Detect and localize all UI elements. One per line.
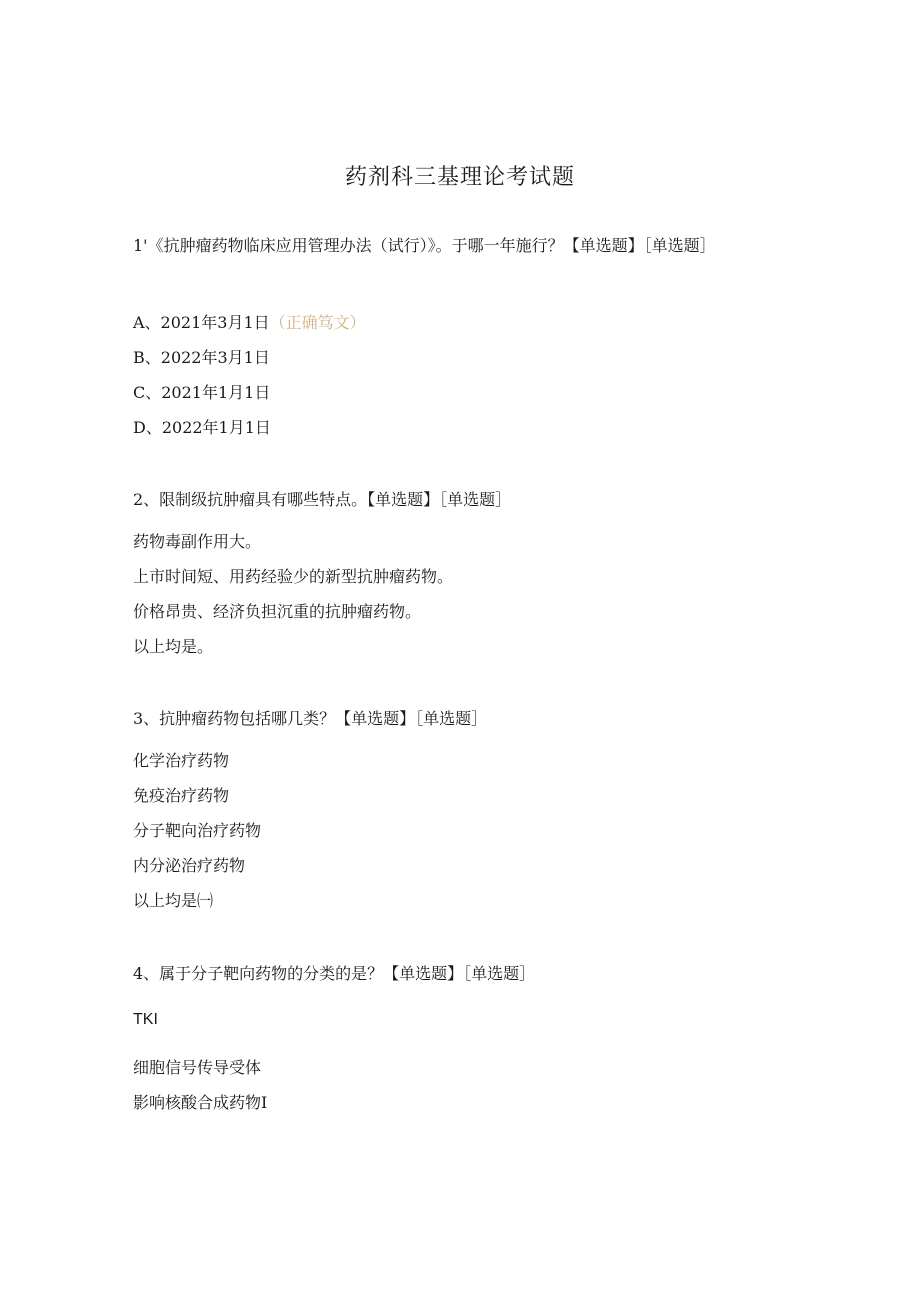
question-4-stem: 4、属于分子靶向药物的分类的是？【单选题】［单选题］: [133, 964, 536, 983]
question-3-option-2: 免疫治疗药物: [133, 786, 230, 805]
question-3-option-1: 化学治疗药物: [133, 751, 230, 770]
question-3-option-5: 以上均是㈠: [133, 891, 214, 910]
question-4-option-1: TKI: [133, 1011, 158, 1028]
question-4-option-2: 细胞信号传导受体: [133, 1058, 262, 1077]
question-1-option-a: [133, 311, 763, 335]
question-3-option-4: 内分泌治疗药物: [133, 856, 246, 875]
question-1-option-c: C、2021年1月1日: [133, 383, 271, 402]
question-2-option-2: 上市时间短、用药经验少的新型抗肿瘤药物。: [133, 567, 454, 586]
question-1-stem: 1'《抗肿瘤药物临床应用管理办法（试行）》。于哪一年施行？【单选题】［单选题］: [133, 236, 716, 255]
question-2-option-4: 以上均是。: [133, 637, 214, 656]
question-2-option-3: 价格昂贵、经济负担沉重的抗肿瘤药物。: [133, 602, 422, 621]
correct-answer-note: （正确笃文）: [269, 313, 366, 332]
document-title: 药剂科三基理论考试题: [344, 165, 575, 190]
question-4-option-3: 影响核酸合成药物I: [133, 1093, 268, 1112]
option-text: A、2021年3月1日: [133, 313, 270, 332]
question-1-option-b: B、2022年3月1日: [133, 348, 270, 367]
question-3-option-3: 分子靶向治疗药物: [133, 821, 262, 840]
question-3-stem: 3、抗肿瘤药物包括哪几类？【单选题】［单选题］: [133, 709, 488, 728]
question-2-stem: 2、限制级抗肿瘤具有哪些特点。【单选题】［单选题］: [133, 490, 512, 509]
question-2-option-1: 药物毒副作用大。: [133, 532, 262, 551]
question-1-option-d: D、2022年1月1日: [133, 418, 271, 437]
